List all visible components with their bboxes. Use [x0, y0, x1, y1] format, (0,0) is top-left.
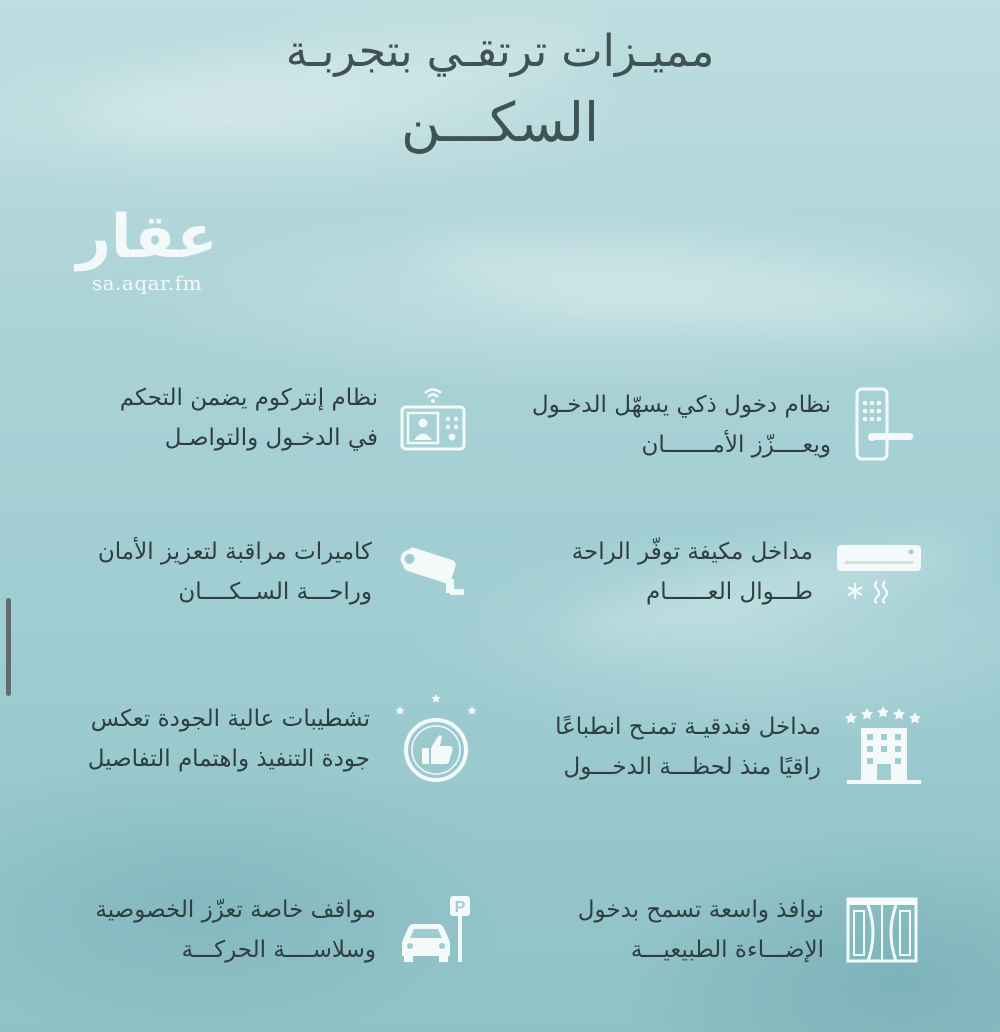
feature-air-conditioned-entrances — [572, 532, 925, 612]
feature-line1: مداخل مكيفة توفّر الراحة — [571, 539, 813, 565]
feature-line1: مواقف خاصة تعزّز الخصوصية — [95, 897, 376, 923]
feature-quality-finishes — [88, 692, 482, 786]
feature-text — [578, 890, 824, 970]
feature-security-cameras — [98, 532, 468, 612]
feature-line1: نظام إنتركوم يضمن التحكم — [119, 385, 378, 411]
background-swoosh — [418, 221, 982, 349]
feature-hotel-style-entrances — [555, 706, 925, 788]
feature-line2: وراحـــة الســكــــان — [178, 579, 372, 605]
smart-lock-icon — [851, 385, 915, 465]
parking-icon — [396, 894, 478, 966]
feature-line1: نظام دخول ذكي يسهّل الدخـول — [531, 392, 831, 418]
feature-text — [95, 890, 376, 970]
feature-line1: نوافذ واسعة تسمح بدخول — [577, 897, 824, 923]
feature-line2: جودة التنفيذ واهتمام التفاصيل — [87, 746, 370, 772]
feature-wide-windows — [578, 890, 920, 970]
intercom-icon — [398, 383, 468, 453]
feature-text — [98, 532, 372, 612]
logo-url: sa.aqar.fm — [91, 271, 203, 295]
quality-thumbs-up-icon — [390, 692, 482, 786]
feature-smart-entry — [532, 385, 915, 465]
window-icon — [844, 895, 920, 965]
feature-text — [120, 378, 378, 458]
hotel-icon — [841, 706, 925, 788]
feature-line2: راقيًا منذ لحظـــة الدخـــول — [563, 754, 821, 780]
feature-line1: كاميرات مراقبة لتعزيز الأمان — [97, 539, 372, 565]
feature-text — [555, 707, 821, 787]
feature-line2: في الدخـول والتواصـل — [164, 425, 378, 451]
feature-private-parking — [95, 890, 478, 970]
svg-text:P: P — [454, 899, 466, 916]
feature-line2: وسلاســــة الحركـــة — [181, 937, 376, 963]
feature-line1: مداخل فندقيـة تمنـح انطباعًا — [555, 714, 821, 740]
feature-text — [532, 385, 831, 465]
page-title — [250, 22, 750, 164]
security-camera-icon — [392, 537, 468, 607]
feature-line2: ويعــــزّز الأمـــــــان — [641, 432, 831, 458]
feature-line1: تشطيبات عالية الجودة تعكس — [90, 706, 370, 732]
page-title-line1: مميـزات ترتقـي بتجربـة — [285, 26, 715, 77]
aqar-logo — [72, 202, 222, 294]
feature-text — [572, 532, 813, 612]
feature-text — [88, 699, 370, 779]
logo-mark: عقار — [76, 202, 218, 272]
feature-intercom — [120, 378, 468, 458]
page-title-line2: السكـــن — [400, 91, 600, 154]
air-conditioner-icon — [833, 537, 925, 607]
feature-line2: الإضـــاءة الطبيعيـــة — [630, 937, 824, 963]
scrollbar-thumb[interactable] — [6, 598, 11, 696]
feature-line2: طـــوال العــــــام — [646, 579, 813, 605]
